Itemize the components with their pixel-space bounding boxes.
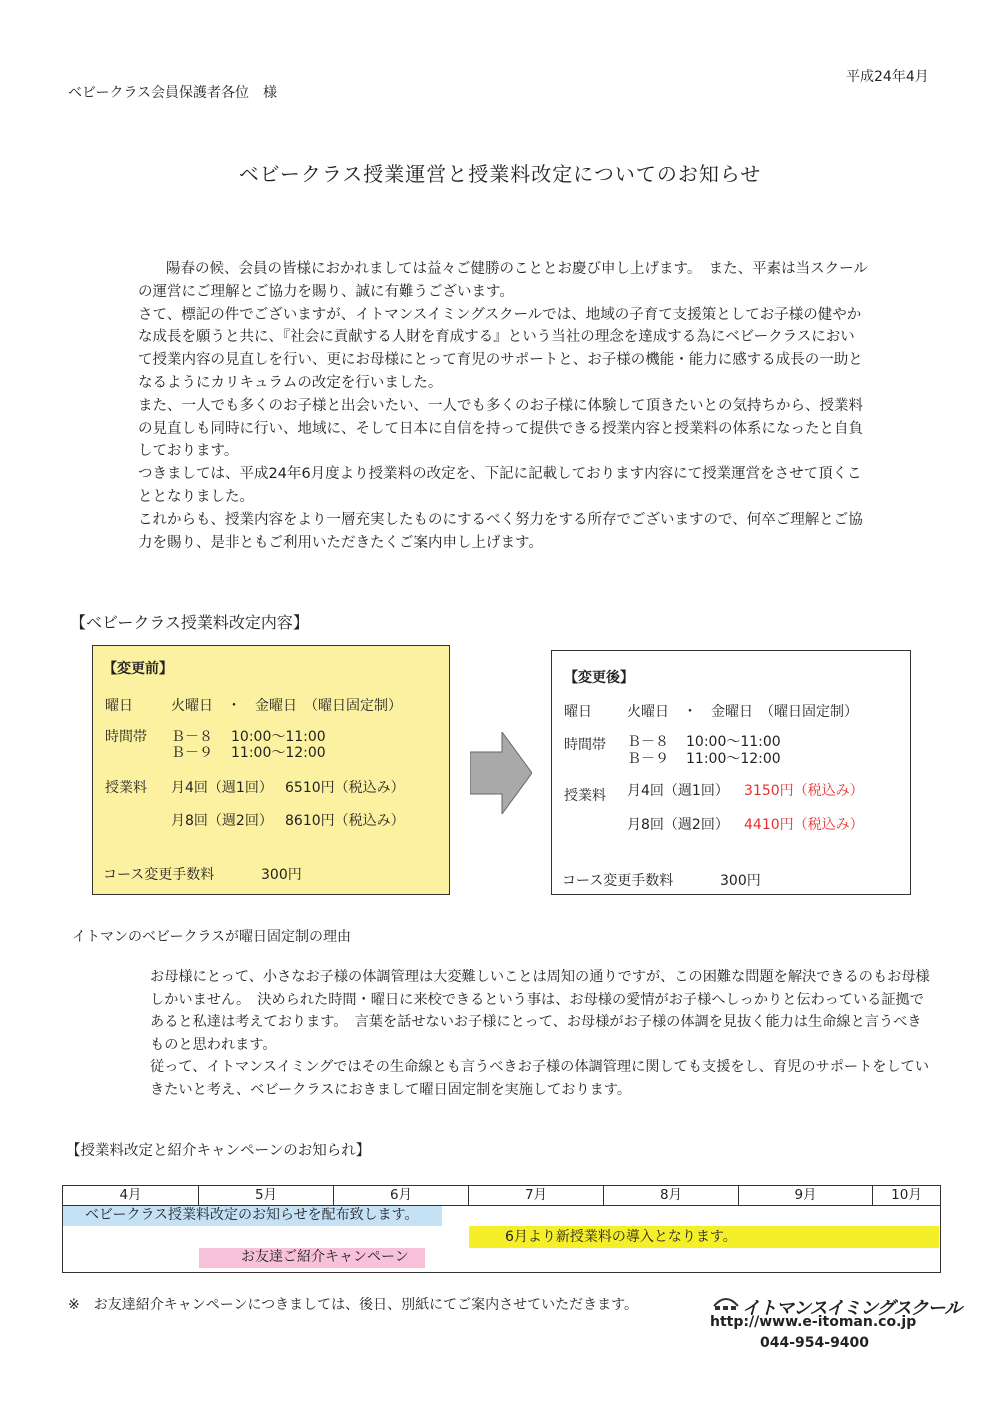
after-days: 火曜日 ・ 金曜日 （曜日固定制） xyxy=(627,704,858,720)
schedule-table xyxy=(62,1185,941,1273)
right-arrow-icon xyxy=(470,732,532,818)
intro-paragraph-5: これからも、授業内容をより一層充実したものにするべく努力をする所存でございますので、何卒ご理解とご協力を賜り、是非ともご利用いただきたくご案内申し上げます。 xyxy=(138,511,863,551)
month-header: 10月 xyxy=(891,1187,922,1203)
after-label: 【変更後】 xyxy=(564,670,634,686)
reason-paragraph-2: 従って、イトマンスイミングではその生命線とも言うべきお子様の体調管理に関しても支援をし、育児のサポートをしていきたいと考え、ベビークラスにおきまして曜日固定制を実施しております。 xyxy=(150,1059,930,1098)
month-header: 5月 xyxy=(199,1186,334,1205)
logo-text: イトマンスイミングスクール xyxy=(742,1298,962,1319)
month-header: 7月 xyxy=(469,1186,604,1205)
before-slot1-time: 10:00～11:00 xyxy=(231,729,326,745)
before-time-label: 時間帯 xyxy=(105,729,147,745)
fee-before-box xyxy=(92,645,450,895)
after-fee-label: 授業料 xyxy=(564,788,606,804)
page-title: ベビークラス授業運営と授業料改定についてのお知らせ xyxy=(238,162,762,186)
after-slot1-code: Ｂ－８ xyxy=(627,734,669,750)
intro-paragraph-3: また、一人でも多くのお子様と出会いたい、一人でも多くのお子様に体験して頂きたいとの気持ちから、授業料の見直しも同時に行い、地域に、そして日本に自信を持って提供できる授業内容と授業料の体系になったと自負しております。 xyxy=(138,397,863,460)
revision-section-title: 【ベビークラス授業料改定内容】 xyxy=(70,613,309,632)
before-change-fee: 300円 xyxy=(261,867,302,883)
date: 平成24年4月 xyxy=(846,69,929,85)
after-plan1: 月4回（週1回） xyxy=(627,783,729,799)
before-plan2: 月8回（週2回） xyxy=(171,813,273,829)
after-slot2-code: Ｂ－９ xyxy=(627,751,669,767)
before-day-label: 曜日 xyxy=(105,698,133,714)
before-days: 火曜日 ・ 金曜日 （曜日固定制） xyxy=(171,698,402,714)
company-logo xyxy=(712,1294,962,1319)
new-fee-bar: 6月より新授業料の導入となります。 xyxy=(469,1226,939,1248)
before-slot2-time: 11:00～12:00 xyxy=(231,745,326,761)
before-change-fee-label: コース変更手数料 xyxy=(103,867,215,883)
campaign-note: ※ お友達紹介キャンペーンにつきましては、後日、別紙にてご案内させていただきます。 xyxy=(68,1297,639,1313)
before-price2: 8610円（税込み） xyxy=(285,813,405,829)
schedule-title: 【授業料改定と紹介キャンペーンのお知られ】 xyxy=(66,1143,371,1159)
friend-campaign-bar: お友達ご紹介キャンペーン xyxy=(199,1248,425,1268)
intro-paragraph-4: つきましては、平成24年6月度より授業料の改定を、下記に記載しております内容にて授業運営をさせて頂くこととなりました。 xyxy=(138,466,862,505)
after-change-fee: 300円 xyxy=(720,873,761,889)
intro-paragraph-1: 陽春の候、会員の皆様におかれましては益々ご健勝のこととお慶び申し上げます。 また、平素は当スクールの運営にご理解とご協力を賜り、誠に有難うございます。 xyxy=(138,261,868,300)
intro-paragraph-2: さて、標記の件でございますが、イトマンスイミングスクールでは、地域の子育て支援策としてお子様の健やかな成長を願うと共に、『社会に貢献する人財を育成する』という当社の理念を達成する為にベビークラスにおいて授業内容の見直しを行い、更にお母様にとって育児のサポートと、お子様の機能・能力に感する成長の一助となるようにカリキュラムの改定を行いました。 xyxy=(138,306,863,391)
before-plan1: 月4回（週1回） xyxy=(171,780,273,796)
addressee: ベビークラス会員保護者各位 様 xyxy=(68,85,278,101)
before-price1: 6510円（税込み） xyxy=(285,780,405,796)
distribution-notice-bar: ベビークラス授業料改定のお知らせを配布致します。 xyxy=(63,1206,442,1226)
intro-text xyxy=(138,258,868,554)
month-header: 8月 xyxy=(604,1186,739,1205)
phone-number: 044-954-9400 xyxy=(760,1335,870,1351)
after-plan2: 月8回（週2回） xyxy=(627,817,729,833)
reason-text xyxy=(150,966,930,1101)
month-header: 6月 xyxy=(334,1186,469,1205)
after-slot2-time: 11:00～12:00 xyxy=(686,751,781,767)
month-header: 4月 xyxy=(63,1186,199,1205)
after-day-label: 曜日 xyxy=(564,704,592,720)
after-price2: 4410円（税込み） xyxy=(744,817,864,833)
reason-title: イトマンのベビークラスが曜日固定制の理由 xyxy=(72,929,352,945)
before-slot1-code: Ｂ－８ xyxy=(171,729,213,745)
fee-after-box xyxy=(551,650,911,895)
before-fee-label: 授業料 xyxy=(105,780,147,796)
after-slot1-time: 10:00～11:00 xyxy=(686,734,781,750)
before-slot2-code: Ｂ－９ xyxy=(171,745,213,761)
logo-mark-icon xyxy=(712,1294,740,1312)
after-change-fee-label: コース変更手数料 xyxy=(562,873,674,889)
month-header-row xyxy=(63,1186,940,1206)
after-price1: 3150円（税込み） xyxy=(744,783,864,799)
month-header: 9月 xyxy=(739,1186,873,1205)
after-time-label: 時間帯 xyxy=(564,737,606,753)
before-label: 【変更前】 xyxy=(103,661,173,677)
reason-paragraph-1: お母様にとって、小さなお子様の体調管理は大変難しいことは周知の通りですが、この困難な問題を解決できるのもお母様しかいません。 決められた時間・曜日に来校できるという事は、お母様の愛情がお子様へしっかりと伝わっている証拠であると私達は考えております。 言葉を話せないお子様にとって、お母様がお子様の体調を見抜く能力は生命線と言うべきものと思われます。 xyxy=(150,969,930,1053)
website-url[interactable]: http://www.e-itoman.co.jp xyxy=(710,1314,917,1330)
